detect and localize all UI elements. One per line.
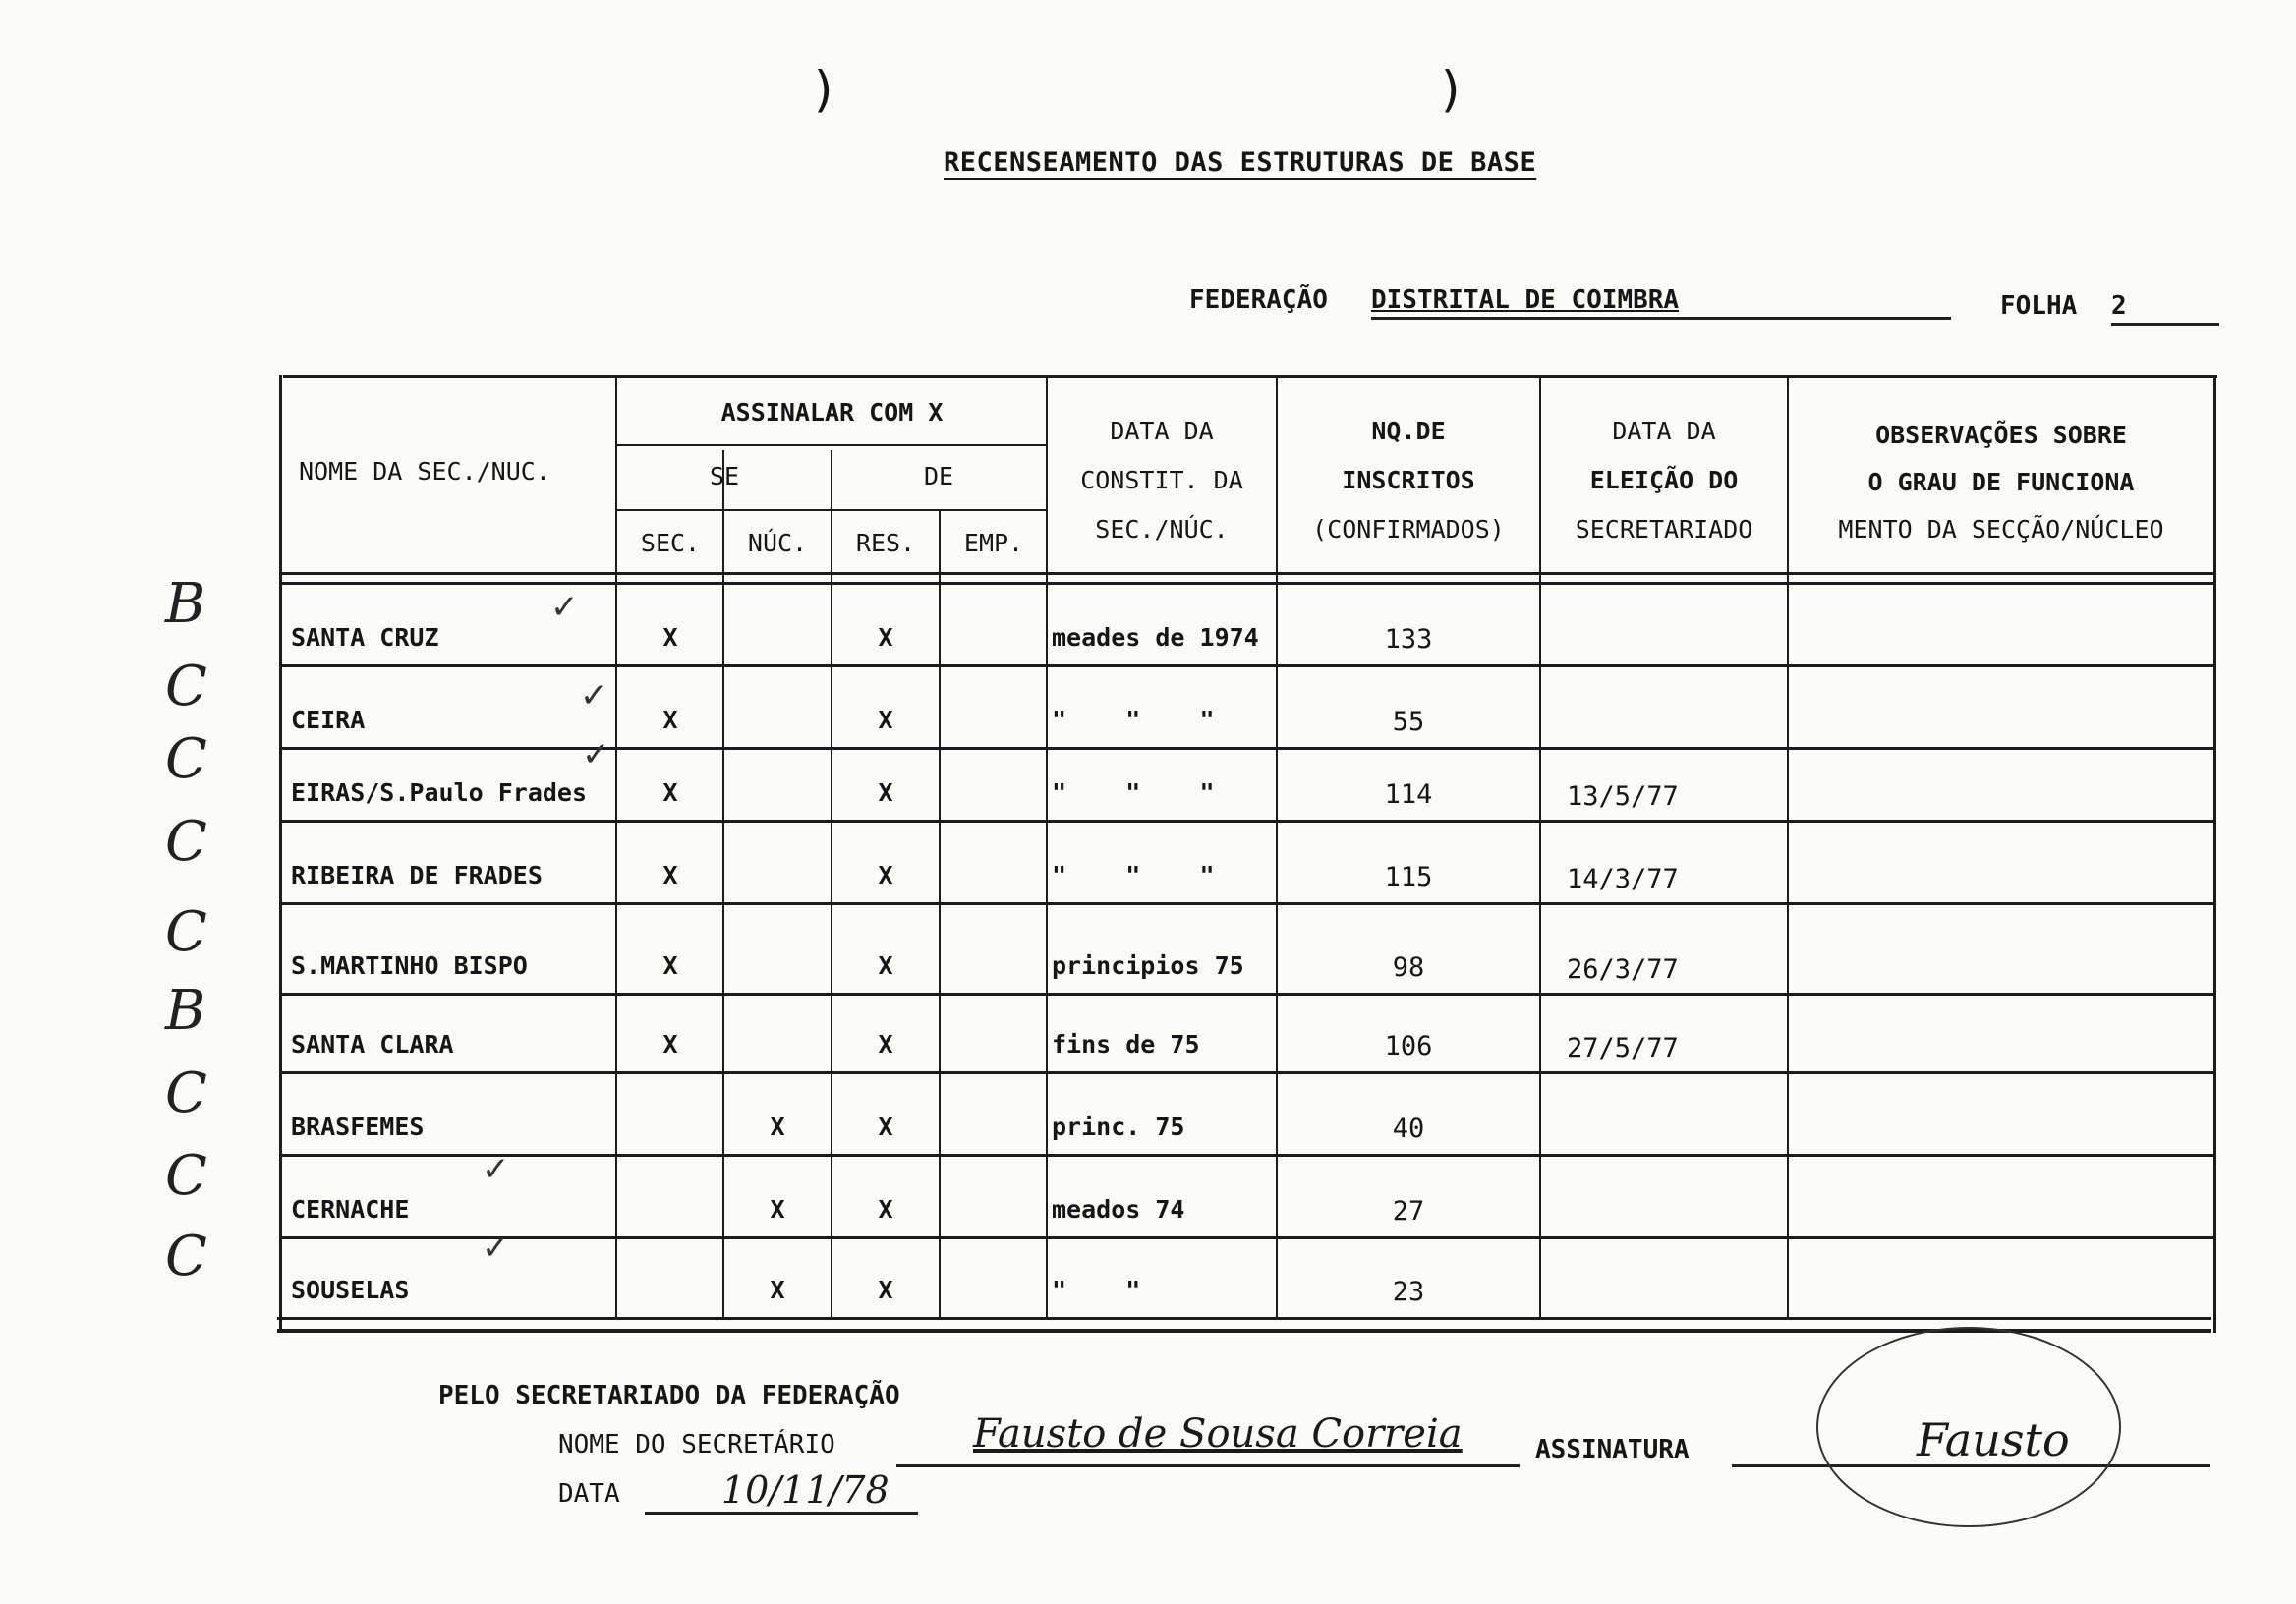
table-header-line: [617, 444, 1047, 446]
header-inscribed-2: INSCRITOS: [1342, 466, 1475, 494]
row-inscribed-count: 114: [1384, 779, 1433, 810]
row-name: CERNACHE: [291, 1195, 410, 1224]
table-row-line: [281, 820, 2215, 823]
row-constitution-date: meades de 1974: [1052, 623, 1259, 652]
by-secretariat-label: PELO SECRETARIADO DA FEDERAÇÃO: [438, 1381, 900, 1410]
row-res-mark: X: [878, 623, 893, 652]
row-name: CEIRA: [291, 706, 366, 734]
row-sec-mark: X: [662, 623, 678, 652]
header-mark-with-x: ASSINALAR COM X: [720, 398, 944, 427]
row-res-mark: X: [878, 1030, 893, 1059]
row-inscribed-count: 98: [1392, 952, 1425, 983]
header-inscribed-3: (CONFIRMADOS): [1312, 515, 1505, 544]
table-col-line: [939, 511, 941, 1317]
row-margin-mark: C: [165, 655, 207, 718]
row-constitution-date: " " ": [1052, 861, 1215, 889]
row-margin-mark: B: [165, 572, 206, 636]
document-title: RECENSEAMENTO DAS ESTRUTURAS DE BASE: [944, 147, 1537, 178]
header-observations-3: MENTO DA SECÇÃO/NÚCLEO: [1838, 515, 2164, 544]
row-margin-mark: C: [165, 900, 207, 964]
row-margin-mark: C: [165, 1144, 207, 1208]
row-res-mark: X: [878, 1276, 893, 1304]
row-margin-mark: B: [165, 979, 206, 1043]
punch-hole-mark-right: ): [1441, 61, 1461, 118]
table-row-line: [281, 1071, 2215, 1074]
row-constitution-date: " " ": [1052, 778, 1215, 807]
row-res-mark: X: [878, 861, 893, 889]
row-res-mark: X: [878, 1113, 893, 1141]
row-constitution-date: " ": [1052, 1276, 1141, 1304]
federation-label: FEDERAÇÃO: [1189, 285, 1328, 315]
row-name: EIRAS/S.Paulo Frades: [291, 778, 588, 807]
row-constitution-date: fins de 75: [1052, 1030, 1200, 1059]
table-row-line: [281, 1154, 2215, 1157]
check-tick-icon: ✓: [482, 1150, 510, 1189]
row-constitution-date: " " ": [1052, 706, 1215, 734]
row-name: RIBEIRA DE FRADES: [291, 861, 543, 889]
date-line: [645, 1512, 918, 1515]
header-se: SE: [709, 462, 740, 490]
table-border-bottom: [277, 1317, 2211, 1320]
row-res-mark: X: [878, 778, 893, 807]
row-inscribed-count: 55: [1392, 707, 1425, 737]
date-value: 10/11/78: [721, 1468, 890, 1512]
header-res: RES.: [855, 529, 916, 557]
row-sec-mark: X: [662, 951, 678, 980]
row-inscribed-count: 115: [1384, 862, 1433, 892]
table-row-line: [281, 902, 2215, 905]
header-name: NOME DA SEC./NUC.: [299, 457, 550, 486]
row-res-mark: X: [878, 951, 893, 980]
row-margin-mark: C: [165, 810, 207, 874]
row-nuc-mark: X: [770, 1113, 785, 1141]
row-name: SOUSELAS: [291, 1276, 410, 1304]
row-inscribed-count: 133: [1384, 624, 1433, 655]
row-nuc-mark: X: [770, 1195, 785, 1224]
table-row-line: [281, 664, 2215, 667]
row-constitution-date: princ. 75: [1052, 1113, 1185, 1141]
row-name: S.MARTINHO BISPO: [291, 951, 528, 980]
row-sec-mark: X: [662, 861, 678, 889]
row-sec-mark: X: [662, 706, 678, 734]
check-tick-icon: ✓: [582, 735, 610, 774]
header-date-const-1: DATA DA: [1110, 417, 1214, 445]
row-election-date: 14/3/77: [1567, 864, 1679, 894]
row-name: BRASFEMES: [291, 1113, 425, 1141]
header-observations-2: O GRAU DE FUNCIONA: [1867, 468, 2135, 496]
row-name: SANTA CLARA: [291, 1030, 454, 1059]
table-row-line: [281, 747, 2215, 750]
table-row-line: [281, 1236, 2215, 1239]
signature-label: ASSINATURA: [1535, 1435, 1690, 1464]
row-res-mark: X: [878, 1195, 893, 1224]
header-election-3: SECRETARIADO: [1575, 515, 1753, 544]
row-sec-mark: X: [662, 778, 678, 807]
check-tick-icon: ✓: [580, 676, 608, 716]
secretary-name-value: Fausto de Sousa Correia: [973, 1411, 1463, 1457]
row-inscribed-count: 27: [1392, 1196, 1425, 1227]
secretary-name-line: [896, 1464, 1520, 1467]
header-election-1: DATA DA: [1612, 417, 1716, 445]
row-inscribed-count: 40: [1392, 1114, 1425, 1144]
row-election-date: 13/5/77: [1567, 781, 1679, 812]
row-election-date: 26/3/77: [1567, 954, 1679, 985]
punch-hole-mark-left: ): [814, 61, 833, 118]
header-date-const-2: CONSTIT. DA: [1080, 466, 1243, 494]
row-inscribed-count: 106: [1384, 1031, 1433, 1061]
row-margin-mark: C: [165, 727, 207, 791]
row-margin-mark: C: [165, 1061, 207, 1125]
table-border-left: [279, 375, 282, 1333]
row-name: SANTA CRUZ: [291, 623, 439, 652]
header-election-2: ELEIÇÃO DO: [1589, 466, 1739, 494]
header-de: DE: [923, 462, 954, 490]
table-header-line-double: [281, 582, 2215, 585]
table-header-line: [281, 572, 2215, 575]
table-header-line: [617, 509, 1047, 511]
row-res-mark: X: [878, 706, 893, 734]
check-tick-icon: ✓: [550, 588, 579, 627]
header-observations-1: OBSERVAÇÕES SOBRE: [1875, 421, 2127, 449]
row-constitution-date: meados 74: [1052, 1195, 1185, 1224]
table-border-right: [2213, 375, 2216, 1333]
row-constitution-date: principios 75: [1052, 951, 1244, 980]
sheet-label: FOLHA: [2000, 291, 2078, 320]
federation-value: DISTRITAL DE COIMBRA: [1371, 285, 1951, 320]
check-tick-icon: ✓: [482, 1229, 510, 1268]
row-sec-mark: X: [662, 1030, 678, 1059]
row-nuc-mark: X: [770, 1276, 785, 1304]
header-inscribed-1: NQ.DE: [1371, 417, 1446, 445]
secretary-name-label: NOME DO SECRETÁRIO: [558, 1430, 835, 1460]
header-nuc: NÚC.: [747, 529, 808, 557]
row-inscribed-count: 23: [1392, 1277, 1425, 1307]
table-border-top: [283, 375, 2217, 378]
date-label: DATA: [558, 1479, 620, 1509]
header-date-const-3: SEC./NÚC.: [1095, 515, 1229, 544]
row-margin-mark: C: [165, 1225, 207, 1289]
sheet-value: 2: [2111, 291, 2219, 326]
table-row-line: [281, 993, 2215, 996]
signature-value: Fausto: [1917, 1413, 2070, 1466]
row-election-date: 27/5/77: [1567, 1033, 1679, 1063]
header-sec: SEC.: [640, 529, 701, 557]
header-emp: EMP.: [963, 529, 1024, 557]
